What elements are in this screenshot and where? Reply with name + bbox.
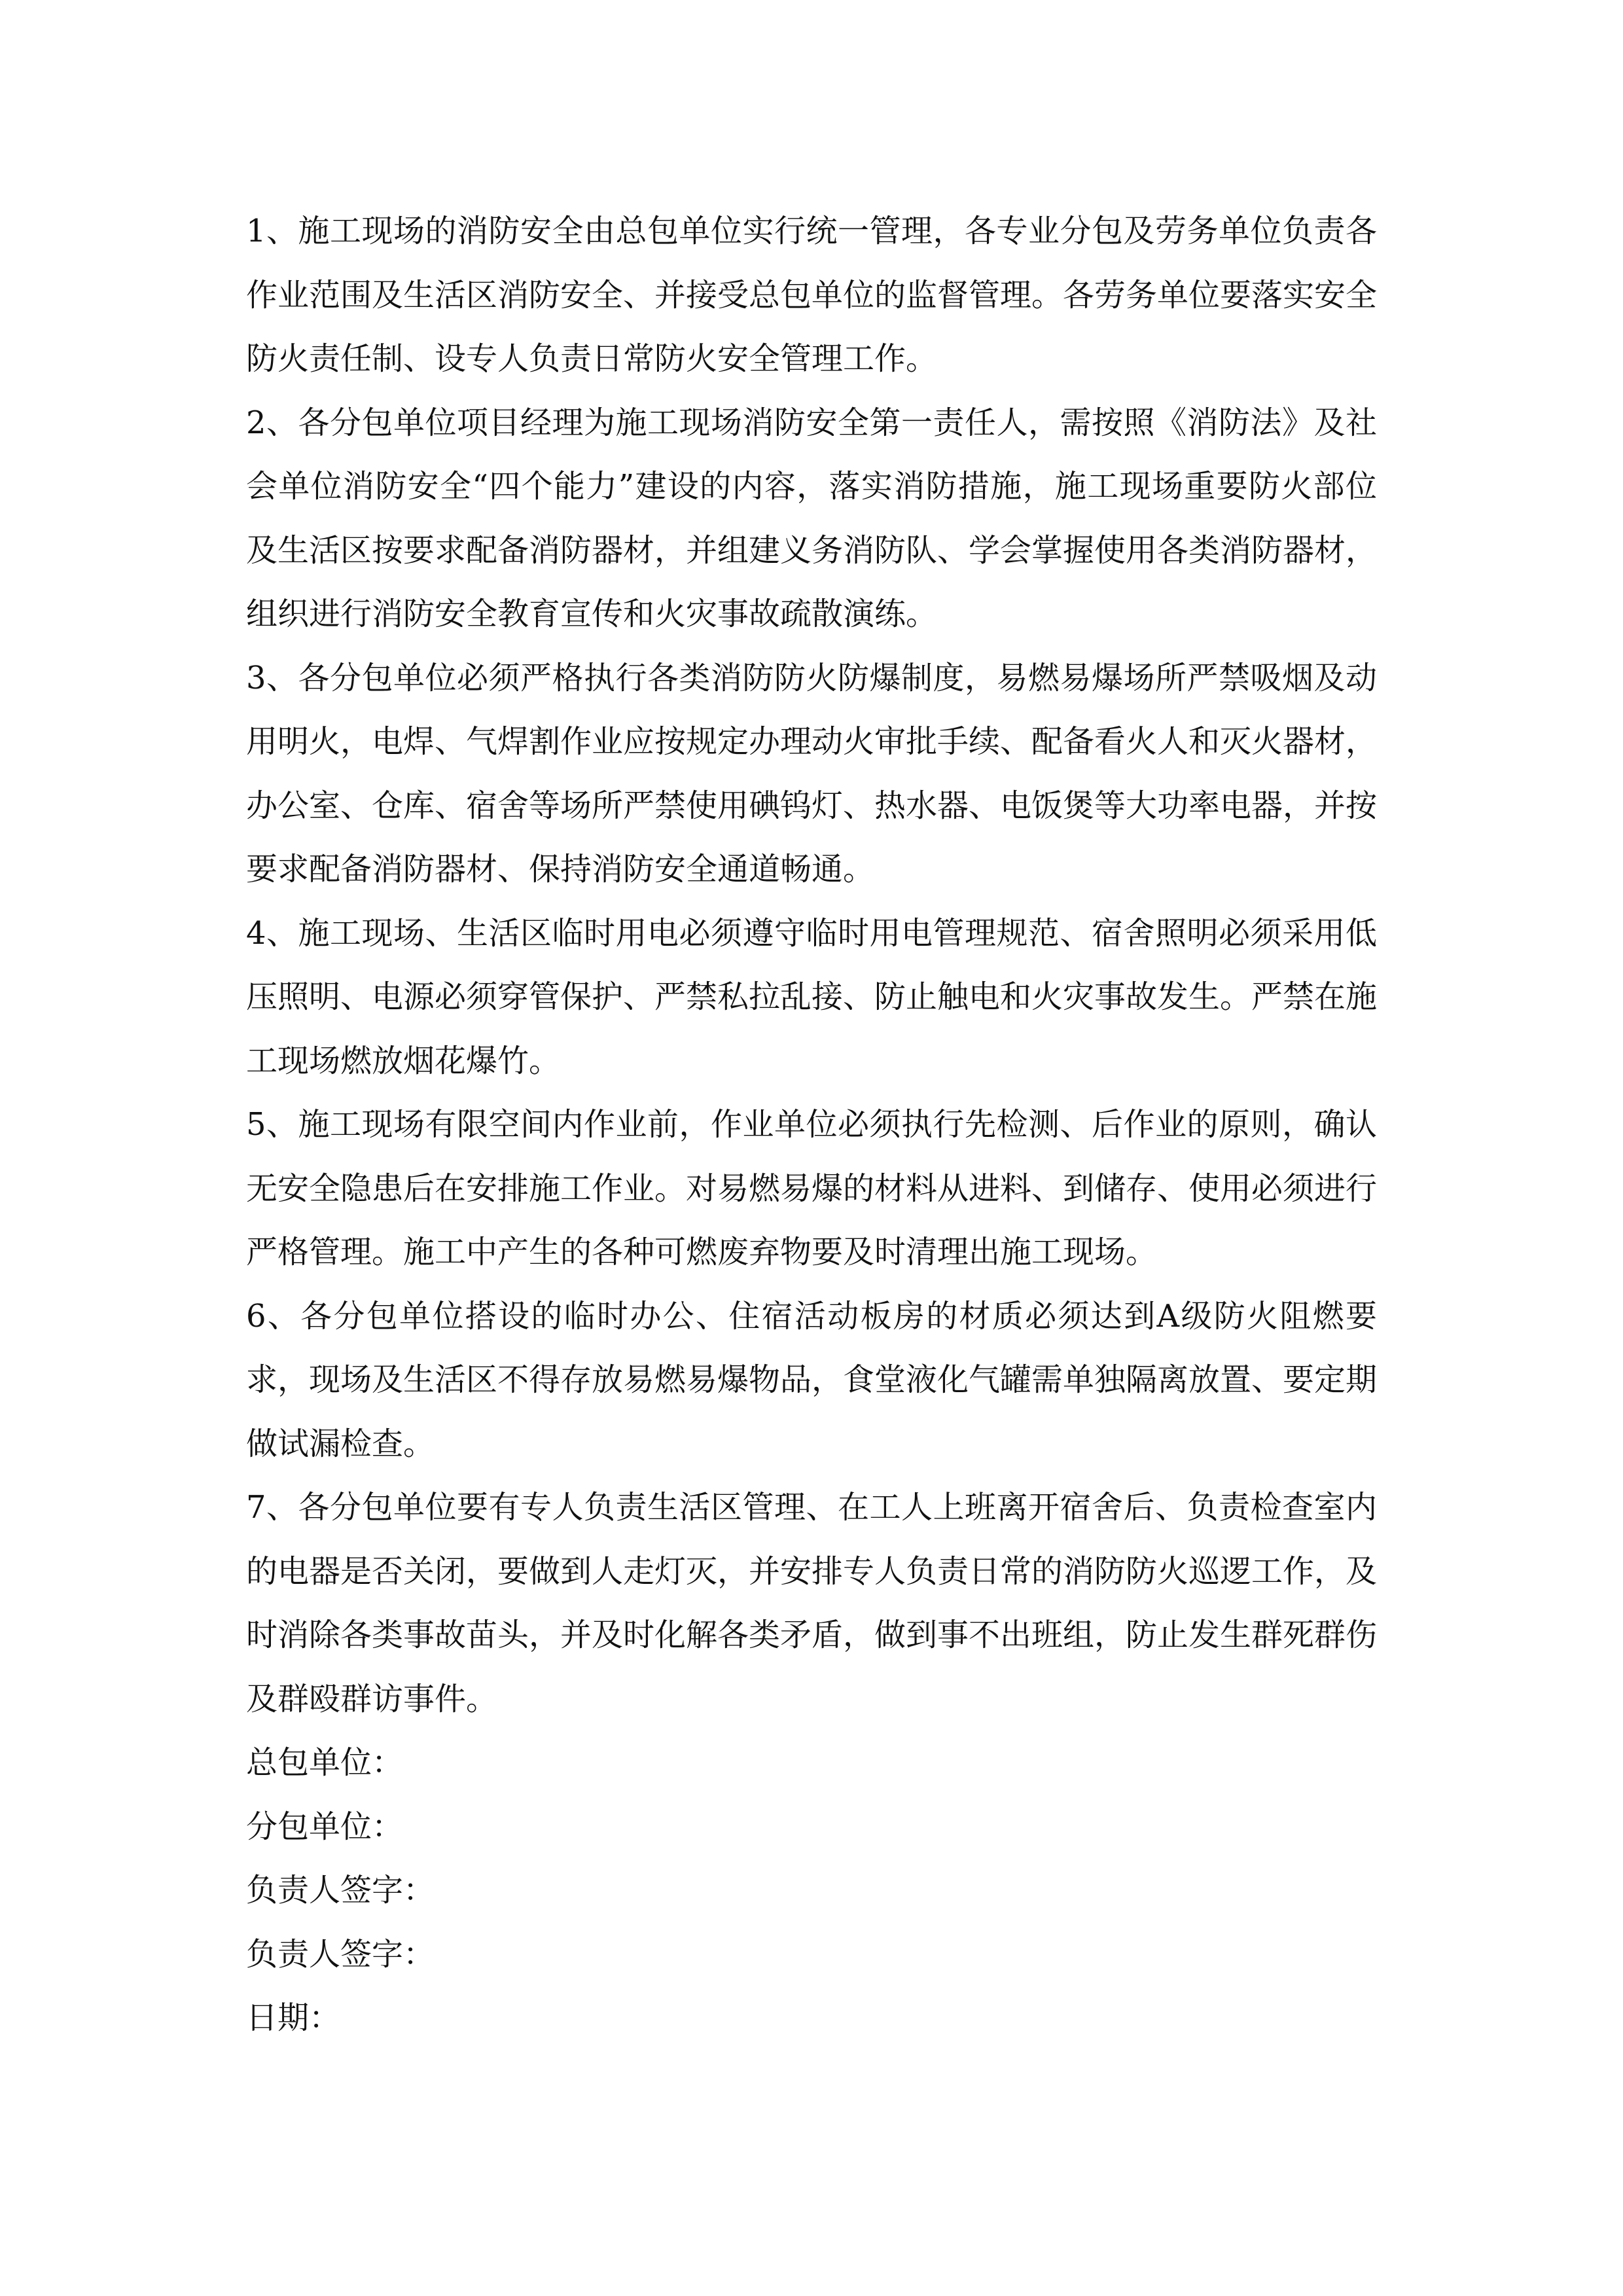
paragraph-3: 3、各分包单位必须严格执行各类消防防火防爆制度，易燃易爆场所严禁吸烟及动用明火，电焊、气焊割作业应按规定办理动火审批手续、配备看火人和灭火器材，办公室、仓库、宿舍等场所严禁使用碘钨灯、热水器、电饭煲等大功率电器，并按要求配备消防器材、保持消防安全通道畅通。 (246, 659, 1378, 888)
paragraph-2: 2、各分包单位项目经理为施工现场消防安全第一责任人，需按照《消防法》及社会单位消防安全“四个能力”建设的内容，落实消防措施，施工现场重要防火部位及生活区按要求配备消防器材，并组建义务消防队、学会掌握使用各类消防器材，组织进行消防安全教育宣传和火灾事故疏散演练。 (246, 404, 1378, 632)
general-contractor-label: 总包单位： (246, 1744, 404, 1781)
paragraph-5: 5、施工现场有限空间内作业前，作业单位必须执行先检测、后作业的原则，确认无安全隐患后在安排施工作业。对易燃易爆的材料从进料、到储存、使用必须进行严格管理。施工中产生的各种可燃废弃物要及时清理出施工现场。 (246, 1106, 1378, 1270)
paragraph-6: 6、各分包单位搭设的临时办公、住宿活动板房的材质必须达到A级防火阻燃要求，现场及生活区不得存放易燃易爆物品，食堂液化气罐需单独隔离放置、要定期做试漏检查。 (246, 1297, 1378, 1462)
responsible-sign-label-1: 负责人签字： (246, 1872, 435, 1909)
responsible-sign-label-2: 负责人签字： (246, 1935, 435, 1973)
paragraph-4: 4、施工现场、生活区临时用电必须遵守临时用电管理规范、宿舍照明必须采用低压照明、电源必须穿管保护、严禁私拉乱接、防止触电和火灾事故发生。严禁在施工现场燃放烟花爆竹。 (246, 914, 1378, 1079)
subcontractor-label: 分包单位： (246, 1808, 404, 1845)
paragraph-1: 1、施工现场的消防安全由总包单位实行统一管理，各专业分包及劳务单位负责各作业范围及生活区消防安全、并接受总包单位的监督管理。各劳务单位要落实安全防火责任制、设专人负责日常防火安全管理工作。 (246, 213, 1378, 377)
paragraph-7: 7、各分包单位要有专人负责生活区管理、在工人上班离开宿舍后、负责检查室内的电器是否关闭，要做到人走灯灭，并安排专人负责日常的消防防火巡逻工作，及时消除各类事故苗头，并及时化解各类矛盾，做到事不出班组，防止发生群死群伤及群殴群访事件。 (246, 1489, 1378, 1717)
date-label: 日期： (246, 2000, 341, 2036)
document-body (246, 200, 1377, 2051)
signature-block (246, 1731, 1377, 2051)
